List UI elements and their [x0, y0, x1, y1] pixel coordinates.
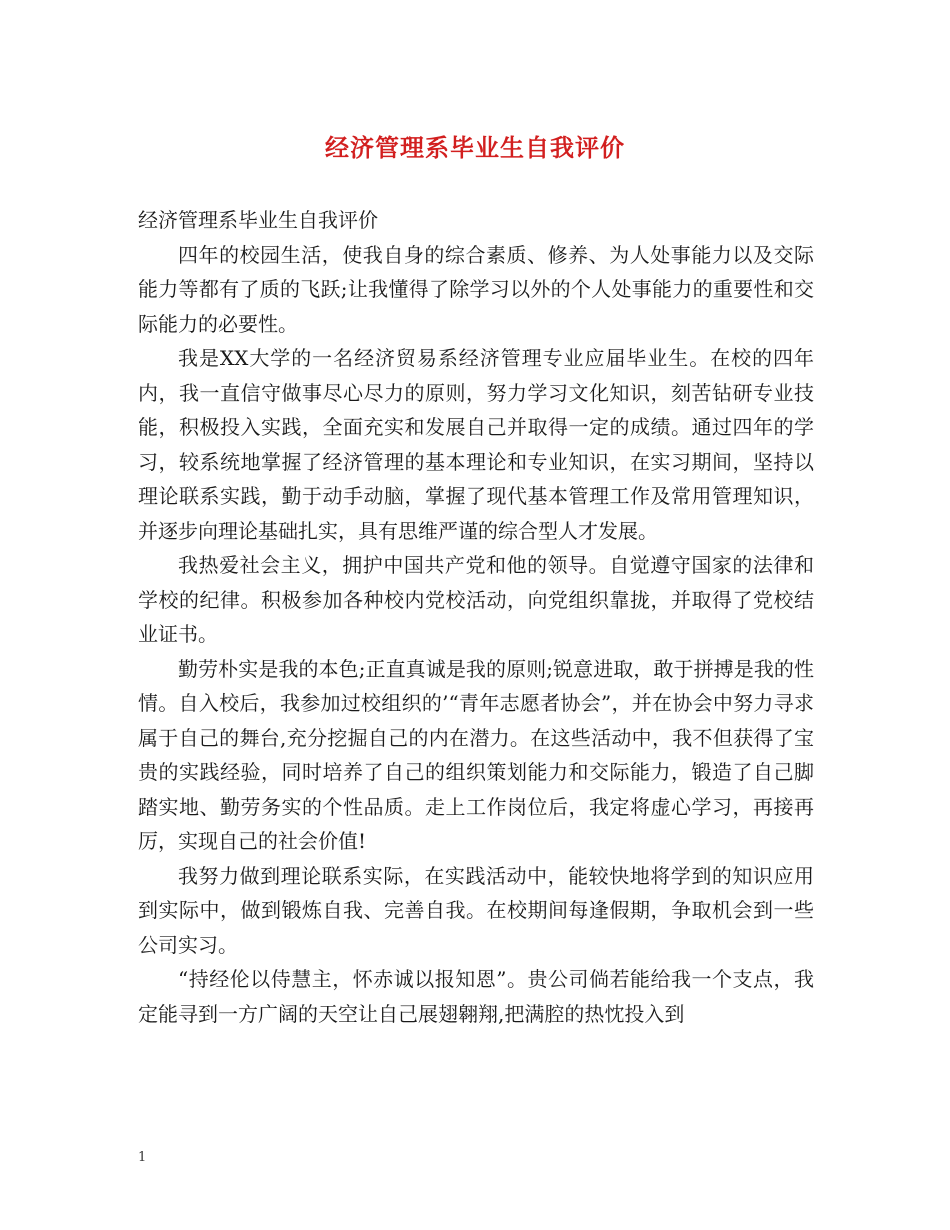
paragraph-2: 我是XX大学的一名经济贸易系经济管理专业应届毕业生。在校的四年内，我一直信守做事尽心尽力的原则，努力学习文化知识，刻苦钻研专业技能，积极投入实践，全面充实和发展自己并取得一定的成绩。通过四年的学习，较系统地掌握了经济管理的基本理论和专业知识，在实习期间，坚持以理论联系实践，勤于动手动脑，掌握了现代基本管理工作及常用管理知识，并逐步向理论基础扎实，具有思维严谨的综合型人才发展。 [138, 346, 814, 543]
paragraph-4: 勤劳朴实是我的本色;正直真诚是我的原则;锐意进取，敢于拼搏是我的性情。自入校后，我参加过校组织的’“青年志愿者协会”，并在协会中努力寻求属于自己的舞台,充分挖掘自己的内在潜力。在这些活动中，我不但获得了宝贵的实践经验，同时培养了自己的组织策划能力和交际能力，锻造了自己脚踏实地、勤劳务实的个性品质。走上工作岗位后，我定将虚心学习，再接再厉，实现自己的社会价值! [138, 656, 814, 853]
document-body [138, 203, 814, 1031]
paragraph-3: 我热爱社会主义，拥护中国共产党和他的领导。自觉遵守国家的法律和学校的纪律。积极参加各种校内党校活动，向党组织靠拢，并取得了党校结业证书。 [138, 553, 814, 646]
page-number: 1 [138, 1150, 147, 1165]
document-title: 经济管理系毕业生自我评价 [325, 133, 625, 162]
document-subtitle: 经济管理系毕业生自我评价 [138, 208, 378, 232]
paragraph-1: 四年的校园生活，使我自身的综合素质、修养、为人处事能力以及交际能力等都有了质的飞跃;让我懂得了除学习以外的个人处事能力的重要性和交际能力的必要性。 [138, 242, 814, 336]
paragraph-6: “持经伦以侍慧主，怀赤诚以报知恩”。贵公司倘若能给我一个支点，我定能寻到一方广阔的天空让自己展翅翱翔,把满腔的热忱投入到 [138, 967, 814, 1026]
paragraph-5: 我努力做到理论联系实际，在实践活动中，能较快地将学到的知识应用到实际中，做到锻炼自我、完善自我。在校期间每逢假期，争取机会到一些公司实习。 [138, 863, 814, 957]
